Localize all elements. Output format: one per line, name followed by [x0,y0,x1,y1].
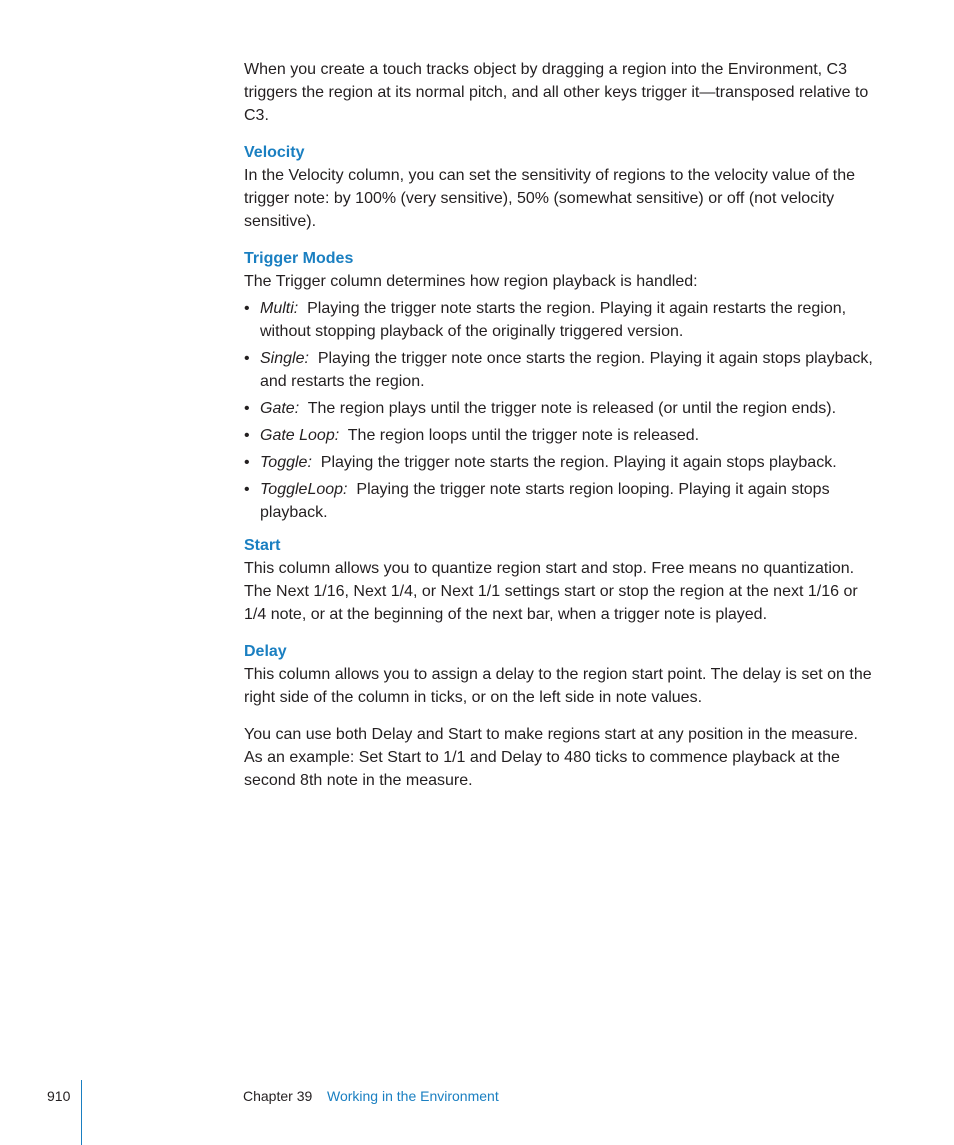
page-footer [0,1080,954,1145]
list-item-text: Playing the trigger note starts the region. Playing it again restarts the region, without stopping playback of the originally triggered version. [260,300,847,340]
velocity-paragraph: In the Velocity column, you can set the sensitivity of regions to the velocity value of the trigger note: by 100% (very sensitive), 50% (somewhat sensitive) or off (not velocity sensitive). [244,167,855,230]
list-item-term: Gate Loop: [260,427,340,444]
delay-heading: Delay [244,643,287,660]
list-item-text: The region loops until the trigger note is released. [347,427,700,444]
list-item-text: The region plays until the trigger note is released (or until the region ends). [307,400,837,417]
bullet-icon: • [244,350,250,367]
bullet-icon: • [244,481,250,498]
intro-paragraph: When you create a touch tracks object by dragging a region into the Environment, C3 triggers the region at its normal pitch, and all other keys trigger it—transposed relative to C3. [244,61,869,124]
bullet-icon: • [244,300,250,317]
start-paragraph: This column allows you to quantize region start and stop. Free means no quantization. The Next 1/16, Next 1/4, or Next 1/1 settings start or stop the region at the next 1/16 or 1/4 note, or at the beginning of the next bar, when a trigger note is played. [244,560,858,623]
footer-divider [81,1080,82,1145]
page-number: 910 [47,1088,71,1104]
page-content [244,58,874,792]
list-item-gate-loop [244,424,874,447]
chapter-title: Working in the Environment [327,1088,499,1104]
trigger-modes-paragraph: The Trigger column determines how region playback is handled: [244,273,698,290]
bullet-icon: • [244,454,250,471]
bullet-icon: • [244,400,250,417]
trigger-modes-heading: Trigger Modes [244,250,354,267]
delay-example-paragraph: You can use both Delay and Start to make regions start at any position in the measure. As an example: Set Start to 1/1 and Delay to 480 ticks to commence playback at the second 8th note in the measure. [244,726,858,789]
start-heading: Start [244,537,281,554]
list-item-text: Playing the trigger note once starts the region. Playing it again stops playback, and restarts the region. [260,350,873,390]
velocity-heading: Velocity [244,144,305,161]
list-item-toggle-loop [244,478,874,524]
list-item-term: ToggleLoop: [260,481,348,498]
list-item-term: Multi: [260,300,299,317]
chapter-label: Chapter 39 [243,1088,313,1104]
list-item-gate [244,397,874,420]
list-item-term: Gate: [260,400,300,417]
list-item-toggle [244,451,874,474]
list-item-text: Playing the trigger note starts region looping. Playing it again stops playback. [260,481,830,521]
list-item-term: Single: [260,350,309,367]
trigger-modes-list [244,297,874,524]
bullet-icon: • [244,427,250,444]
list-item-single [244,347,874,393]
list-item-text: Playing the trigger note starts the region. Playing it again stops playback. [320,454,837,471]
delay-paragraph: This column allows you to assign a delay to the region start point. The delay is set on the right side of the column in ticks, or on the left side in note values. [244,666,872,706]
list-item-term: Toggle: [260,454,312,471]
list-item-multi [244,297,874,343]
